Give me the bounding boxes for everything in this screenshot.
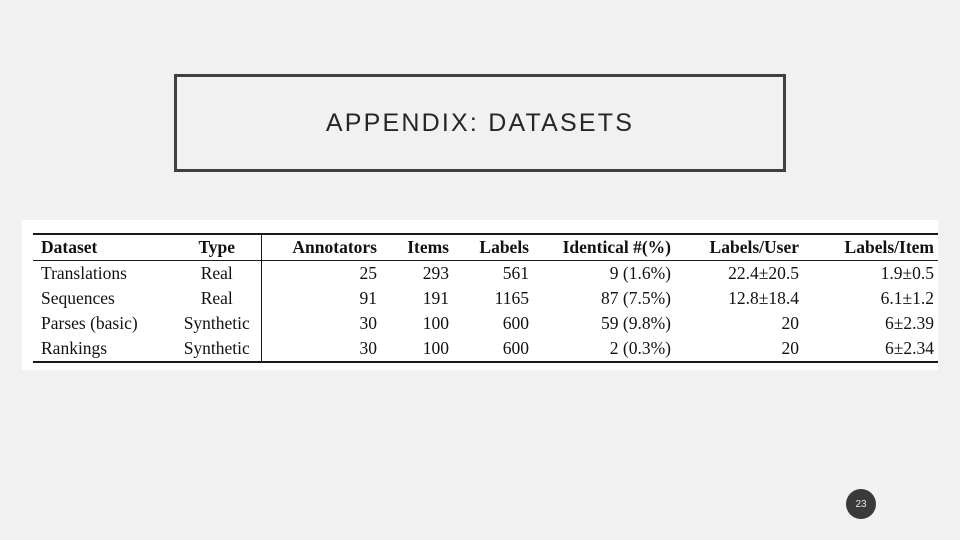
table-row — [33, 261, 938, 287]
cell-labels-per-item: 6.1±1.2 — [880, 288, 934, 308]
cell-items: 100 — [422, 338, 449, 358]
slide-number: 23 — [855, 498, 867, 510]
cell-annotators: 91 — [359, 288, 377, 308]
cell-labels-per-user: 20 — [781, 338, 799, 358]
cell-annotators: 30 — [359, 338, 377, 358]
cell-annotators: 25 — [359, 263, 377, 283]
cell-labels-per-user: 22.4±20.5 — [728, 263, 799, 283]
datasets-table-image — [22, 220, 938, 370]
slide-number-badge — [846, 489, 876, 519]
header-labels: Labels — [479, 237, 529, 257]
cell-labels-per-item: 6±2.39 — [885, 313, 934, 333]
cell-identical: 87 (7.5%) — [601, 288, 671, 308]
header-items: Items — [407, 237, 449, 257]
header-dataset: Dataset — [41, 237, 98, 257]
cell-type: Real — [173, 261, 261, 287]
cell-labels-per-user: 20 — [781, 313, 799, 333]
datasets-table — [33, 233, 938, 363]
header-identical: Identical #(%) — [562, 237, 671, 257]
cell-labels-per-item: 1.9±0.5 — [880, 263, 934, 283]
header-type: Type — [173, 234, 261, 261]
cell-labels-per-item: 6±2.34 — [885, 338, 934, 358]
cell-type: Synthetic — [173, 336, 261, 362]
table-row — [33, 286, 938, 311]
cell-labels-per-user: 12.8±18.4 — [728, 288, 799, 308]
cell-identical: 2 (0.3%) — [609, 338, 671, 358]
header-labels-per-user: Labels/User — [709, 237, 799, 257]
cell-items: 100 — [422, 313, 449, 333]
slide-title: APPENDIX: DATASETS — [325, 108, 635, 137]
cell-dataset: Translations — [41, 263, 127, 283]
cell-labels: 561 — [502, 263, 529, 283]
header-labels-per-item: Labels/Item — [844, 237, 934, 257]
table-header-row — [33, 234, 938, 261]
cell-dataset: Rankings — [41, 338, 108, 358]
title-box — [174, 74, 786, 172]
cell-dataset: Parses (basic) — [41, 313, 138, 333]
cell-type: Synthetic — [173, 311, 261, 336]
cell-items: 191 — [422, 288, 449, 308]
cell-type: Real — [173, 286, 261, 311]
table-row — [33, 311, 938, 336]
cell-dataset: Sequences — [41, 288, 115, 308]
cell-items: 293 — [422, 263, 449, 283]
cell-labels: 600 — [502, 338, 529, 358]
header-annotators: Annotators — [292, 237, 377, 257]
cell-labels: 1165 — [494, 288, 529, 308]
cell-annotators: 30 — [359, 313, 377, 333]
cell-identical: 9 (1.6%) — [609, 263, 671, 283]
cell-identical: 59 (9.8%) — [601, 313, 671, 333]
table-row — [33, 336, 938, 362]
cell-labels: 600 — [502, 313, 529, 333]
